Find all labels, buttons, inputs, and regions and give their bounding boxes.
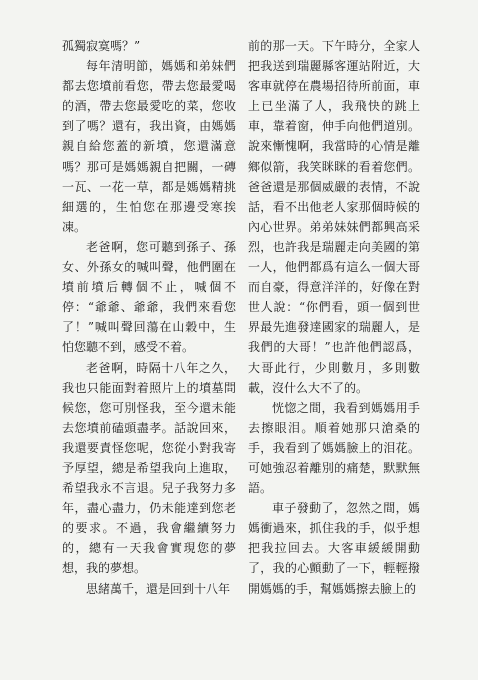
paragraph: 每年清明節，媽媽和弟妹們都去您墳前看您，帶去您最愛喝的酒，帶去您最愛吃的菜，您收到了嗎？還有，我出資，由媽媽親自給您蓋的新墳，您還滿意嗎？那可是媽媽親自把關，一磚一瓦、一花一草，都是媽媽精挑細選的，生怕您在那邊受寒挨凍。: [62, 59, 236, 234]
right-text-column: [248, 36, 420, 599]
paragraph: 孤獨寂寞嗎？”: [62, 39, 141, 53]
paragraph: 車子發動了，忽然之間，媽媽衝過來，抓住我的手，似乎想把我拉回去。大客車緩緩開動了，我的心顫動了一下，輕輕撥開媽媽的手，幫媽媽擦去臉上的: [248, 501, 420, 596]
left-text-column: [62, 36, 236, 599]
paragraph: 思緒萬千，還是回到十八年: [86, 581, 231, 596]
paragraph: 前的那一天。下午時分，全家人把我送到瑞麗縣客運站附近，大客車就停在農場招待所前面，車上已坐滿了人，我飛快的跳上車，靠着窗，伸手向他們道別。說來慚愧啊，我當時的心情是離鄉似箭，我笑眯眯的看着您們。爸爸還是那個威嚴的表情，不說話，看不出他老人家那個時候的內心世界。弟弟妹妹們都興高采烈，也許我是瑞麗走向美國的第一人，他們都爲有這么一個大哥而自豪，得意洋洋的，好像在對世人說：“你們看，頭一個到世界最先進發達國家的瑞麗人，是我們的大哥！”也許他們認爲，大哥此行，少則數月，多則數載，沒什么大不了的。: [248, 39, 420, 395]
paragraph: 老爸啊，您可聽到孫子、孫女、外孫女的喊叫聲，他們圍在墳前墳后轉個不止，喊個不停：“爺爺、爺爺，我們來看您了！”喊叫聲回蕩在山穀中，生怕您聽不到，感受不着。: [62, 239, 236, 355]
paragraph: 老爸啊，時隔十八年之久，我也只能面對着照片上的墳墓問候您，您可別怪我，至今還未能去您墳前磕頭盡孝。話說回來，我還要責怪您呢，您從小對我寄予厚望，總是希望我向上進取，希望我永不言退。兒子我努力多年，盡心盡力，仍未能達到您老的要求。不過，我會繼續努力的，總有一天我會實現您的夢想，我的夢想。: [62, 360, 236, 576]
paragraph: 恍惚之間，我看到媽媽用手去擦眼泪。順着她那只滄桑的手，我看到了媽媽臉上的泪花。可她強忍着離別的痛楚，默默無語。: [248, 400, 420, 496]
